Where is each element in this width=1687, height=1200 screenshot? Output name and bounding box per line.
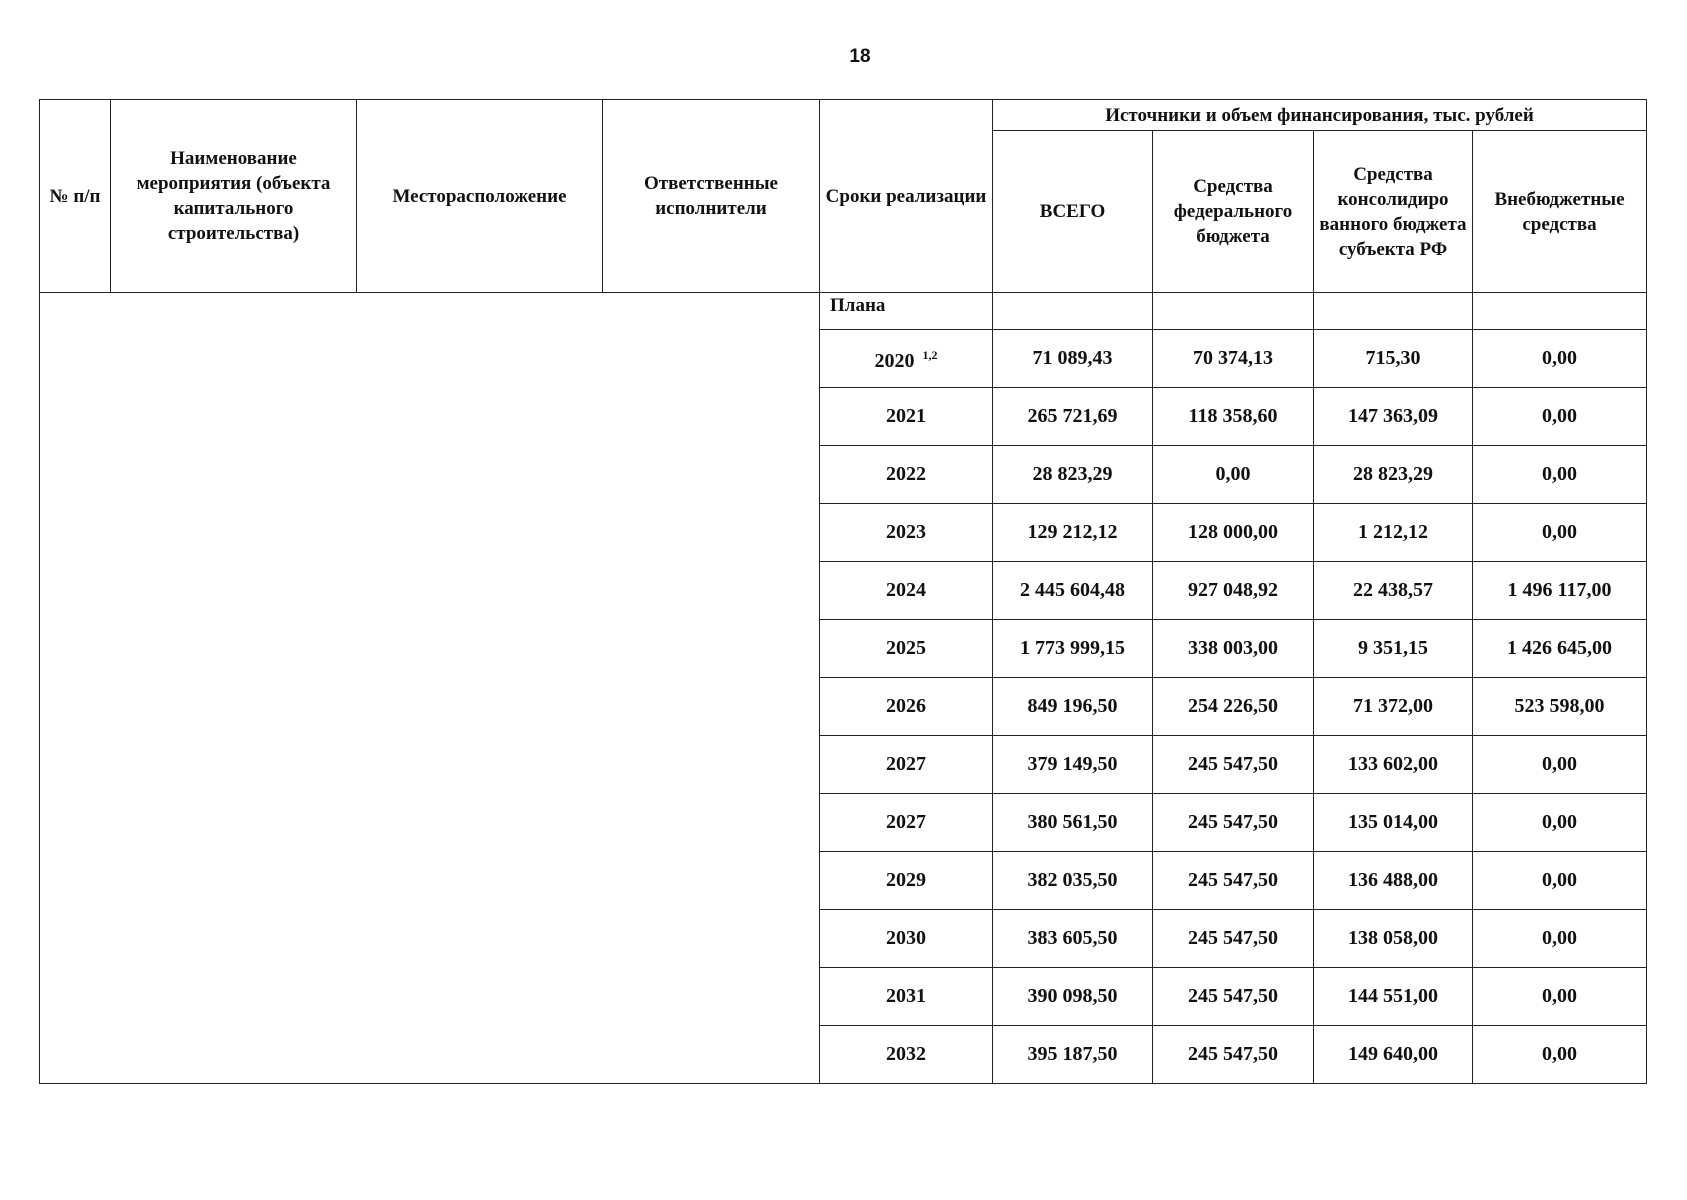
- year-value: 2026: [886, 695, 926, 717]
- extra-cell: 0,00: [1473, 794, 1647, 852]
- regional-cell: 147 363,09: [1314, 388, 1473, 446]
- total-cell: 390 098,50: [993, 968, 1153, 1026]
- empty-cell: [1314, 293, 1473, 330]
- federal-cell: 245 547,50: [1153, 736, 1314, 794]
- total-cell: 849 196,50: [993, 678, 1153, 736]
- extra-cell: 0,00: [1473, 736, 1647, 794]
- regional-cell: 135 014,00: [1314, 794, 1473, 852]
- year-cell: [820, 736, 993, 794]
- year-cell: [820, 504, 993, 562]
- header-location: Месторасположение: [357, 100, 603, 293]
- total-cell: 1 773 999,15: [993, 620, 1153, 678]
- header-terms: Сроки реализации: [820, 100, 993, 293]
- federal-cell: 245 547,50: [1153, 794, 1314, 852]
- year-cell: [820, 330, 993, 388]
- total-cell: 2 445 604,48: [993, 562, 1153, 620]
- year-value: 2027: [886, 753, 926, 775]
- empty-cell: [1153, 293, 1314, 330]
- regional-cell: 9 351,15: [1314, 620, 1473, 678]
- regional-cell: 71 372,00: [1314, 678, 1473, 736]
- year-value: 2029: [886, 869, 926, 891]
- year-cell: [820, 794, 993, 852]
- year-cell: [820, 678, 993, 736]
- extra-cell: 0,00: [1473, 852, 1647, 910]
- year-value: 2024: [886, 579, 926, 601]
- total-cell: 71 089,43: [993, 330, 1153, 388]
- total-cell: 129 212,12: [993, 504, 1153, 562]
- regional-cell: 715,30: [1314, 330, 1473, 388]
- year-value: 2027: [886, 811, 926, 833]
- total-cell: 28 823,29: [993, 446, 1153, 504]
- regional-cell: 136 488,00: [1314, 852, 1473, 910]
- header-extra: Внебюджетные средства: [1473, 131, 1647, 293]
- year-cell: [820, 620, 993, 678]
- federal-cell: 118 358,60: [1153, 388, 1314, 446]
- regional-cell: 144 551,00: [1314, 968, 1473, 1026]
- extra-cell: 523 598,00: [1473, 678, 1647, 736]
- year-value: 2020: [874, 350, 915, 372]
- header-sources: Источники и объем финансирования, тыс. рублей: [993, 100, 1647, 131]
- page-number: 18: [849, 46, 871, 67]
- extra-cell: 0,00: [1473, 330, 1647, 388]
- regional-cell: 149 640,00: [1314, 1026, 1473, 1084]
- regional-cell: 1 212,12: [1314, 504, 1473, 562]
- header-regional: Средства консолидиро ванного бюджета субъекта РФ: [1314, 131, 1473, 293]
- extra-cell: 1 426 645,00: [1473, 620, 1647, 678]
- year-value: 2022: [886, 463, 926, 485]
- header-name: Наименование мероприятия (объекта капитального строительства): [111, 100, 357, 293]
- blank-description-area: [40, 293, 820, 1084]
- federal-cell: 245 547,50: [1153, 1026, 1314, 1084]
- federal-cell: 70 374,13: [1153, 330, 1314, 388]
- empty-cell: [993, 293, 1153, 330]
- extra-cell: 0,00: [1473, 504, 1647, 562]
- year-value: 2021: [886, 405, 926, 427]
- year-value: 2023: [886, 521, 926, 543]
- year-cell: [820, 562, 993, 620]
- financing-table: [39, 99, 1647, 1084]
- header-total: ВСЕГО: [993, 131, 1153, 293]
- header-num: № п/п: [40, 100, 111, 293]
- plan-label: Плана: [820, 293, 993, 330]
- header-responsible: Ответственные исполнители: [603, 100, 820, 293]
- extra-cell: 1 496 117,00: [1473, 562, 1647, 620]
- extra-cell: 0,00: [1473, 446, 1647, 504]
- year-cell: [820, 968, 993, 1026]
- year-cell: [820, 1026, 993, 1084]
- regional-cell: 28 823,29: [1314, 446, 1473, 504]
- federal-cell: 927 048,92: [1153, 562, 1314, 620]
- regional-cell: 22 438,57: [1314, 562, 1473, 620]
- extra-cell: 0,00: [1473, 910, 1647, 968]
- total-cell: 382 035,50: [993, 852, 1153, 910]
- total-cell: 380 561,50: [993, 794, 1153, 852]
- year-value: 2031: [886, 985, 926, 1007]
- federal-cell: 254 226,50: [1153, 678, 1314, 736]
- empty-cell: [1473, 293, 1647, 330]
- total-cell: 383 605,50: [993, 910, 1153, 968]
- year-value: 2025: [886, 637, 926, 659]
- header-federal: Средства федерального бюджета: [1153, 131, 1314, 293]
- federal-cell: 245 547,50: [1153, 910, 1314, 968]
- federal-cell: 245 547,50: [1153, 968, 1314, 1026]
- year-cell: [820, 446, 993, 504]
- federal-cell: 338 003,00: [1153, 620, 1314, 678]
- federal-cell: 0,00: [1153, 446, 1314, 504]
- federal-cell: 245 547,50: [1153, 852, 1314, 910]
- footnote-mark: 1,2: [922, 348, 938, 362]
- federal-cell: 128 000,00: [1153, 504, 1314, 562]
- year-value: 2030: [886, 927, 926, 949]
- year-cell: [820, 388, 993, 446]
- total-cell: 395 187,50: [993, 1026, 1153, 1084]
- year-cell: [820, 910, 993, 968]
- extra-cell: 0,00: [1473, 968, 1647, 1026]
- total-cell: 379 149,50: [993, 736, 1153, 794]
- extra-cell: 0,00: [1473, 1026, 1647, 1084]
- total-cell: 265 721,69: [993, 388, 1153, 446]
- regional-cell: 133 602,00: [1314, 736, 1473, 794]
- regional-cell: 138 058,00: [1314, 910, 1473, 968]
- extra-cell: 0,00: [1473, 388, 1647, 446]
- year-cell: [820, 852, 993, 910]
- year-value: 2032: [886, 1043, 926, 1065]
